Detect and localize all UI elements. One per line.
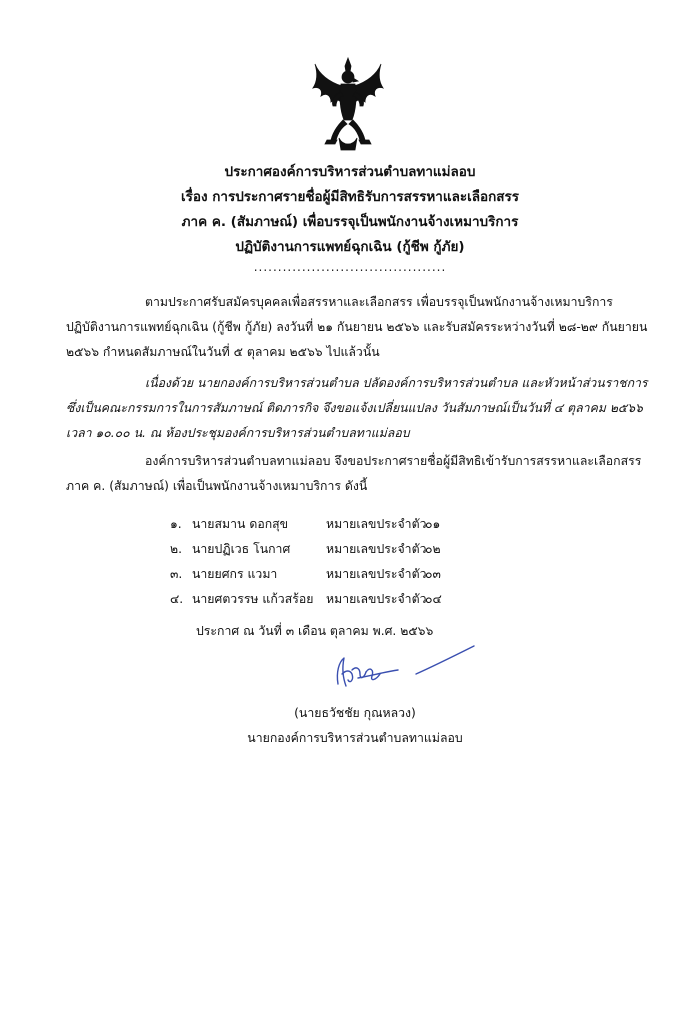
announce-date: ประกาศ ณ วันที่ ๓ เดือน ตุลาคม พ.ศ. ๒๕๖๖ — [196, 624, 434, 638]
candidate-row — [170, 512, 590, 537]
signer-title: นายกองค์การบริหารส่วนตำบลทาแม่ลอบ — [247, 731, 463, 745]
candidate-id-number: ๐๓ — [425, 567, 441, 581]
candidate-name: นายปฏิเวธ โนกาศ — [192, 542, 291, 556]
garuda-emblem-icon — [309, 56, 387, 152]
paragraph-2-line-1: เนื่องด้วย นายกองค์การบริหารส่วนตำบล ปลัดองค์การบริหารส่วนตำบล และหัวหน้าส่วนราชการ — [145, 376, 648, 390]
candidate-row — [170, 587, 590, 612]
paragraph-3-line-2: ภาค ค. (สัมภาษณ์) เพื่อเป็นพนักงานจ้างเหมาบริการ ดังนี้ — [66, 479, 368, 493]
candidate-id-number: ๐๔ — [425, 592, 442, 606]
candidate-row — [170, 537, 590, 562]
paragraph-2-line-3: เวลา ๑๐.๐๐ น. ณ ห้องประชุมองค์การบริหารส่วนตำบลทาแม่ลอบ — [66, 426, 410, 440]
candidate-list — [170, 512, 590, 612]
header-issuer: ประกาศองค์การบริหารส่วนตำบลทาแม่ลอบ — [224, 164, 476, 180]
signer-name: (นายธวัชชัย กุณหลวง) — [294, 706, 416, 720]
candidate-id-label: หมายเลขประจำตัว — [326, 567, 427, 581]
candidate-id-label: หมายเลขประจำตัว — [326, 592, 427, 606]
handwritten-signature — [330, 640, 480, 698]
paragraph-1-line-1: ตามประกาศรับสมัครบุคคลเพื่อสรรหาและเลือกสรร เพื่อบรรจุเป็นพนักงานจ้างเหมาบริการ — [145, 295, 613, 309]
candidate-id-number: ๐๑ — [425, 517, 441, 531]
paragraph-2-line-2: ซึ่งเป็นคณะกรรมการในการสัมภาษณ์ ติดภารกิจ จึงขอแจ้งเปลี่ยนแปลง วันสัมภาษณ์เป็นวันที่ ๔ ตุลาคม ๒๕๖๖ — [66, 401, 643, 415]
header-separator: ........................................ — [253, 260, 447, 274]
candidate-id-number: ๐๒ — [425, 542, 441, 556]
candidate-id-label: หมายเลขประจำตัว — [326, 517, 427, 531]
paragraph-1-line-2: ปฏิบัติงานการแพทย์ฉุกเฉิน (กู้ชีพ กู้ภัย) ลงวันที่ ๒๑ กันยายน ๒๕๖๖ และรับสมัครระหว่างวันที่ ๒๘-๒๙ กันยายน — [66, 320, 648, 334]
candidate-name: นายยศกร แวมา — [192, 567, 278, 581]
candidate-name: นายสมาน ดอกสุข — [192, 517, 289, 531]
candidate-number: ๑. — [170, 517, 182, 531]
candidate-row — [170, 562, 590, 587]
candidate-number: ๓. — [170, 567, 183, 581]
candidate-name: นายศตวรรษ แก้วสร้อย — [192, 592, 314, 606]
header-position: ปฏิบัติงานการแพทย์ฉุกเฉิน (กู้ชีพ กู้ภัย) — [235, 239, 465, 255]
candidate-number: ๔. — [170, 592, 184, 606]
announcement-header — [120, 160, 580, 260]
header-part: ภาค ค. (สัมภาษณ์) เพื่อบรรจุเป็นพนักงานจ้างเหมาบริการ — [181, 214, 519, 230]
paragraph-3-line-1: องค์การบริหารส่วนตำบลทาแม่ลอบ จึงขอประกาศรายชื่อผู้มีสิทธิเข้ารับการสรรหาและเลือกสรร — [145, 454, 642, 468]
paragraph-1-line-3: ๒๕๖๖ กำหนดสัมภาษณ์ในวันที่ ๕ ตุลาคม ๒๕๖๖ ไปแล้วนั้น — [66, 345, 380, 359]
header-subject: เรื่อง การประกาศรายชื่อผู้มีสิทธิรับการสรรหาและเลือกสรร — [180, 189, 520, 205]
candidate-number: ๒. — [170, 542, 183, 556]
candidate-id-label: หมายเลขประจำตัว — [326, 542, 427, 556]
